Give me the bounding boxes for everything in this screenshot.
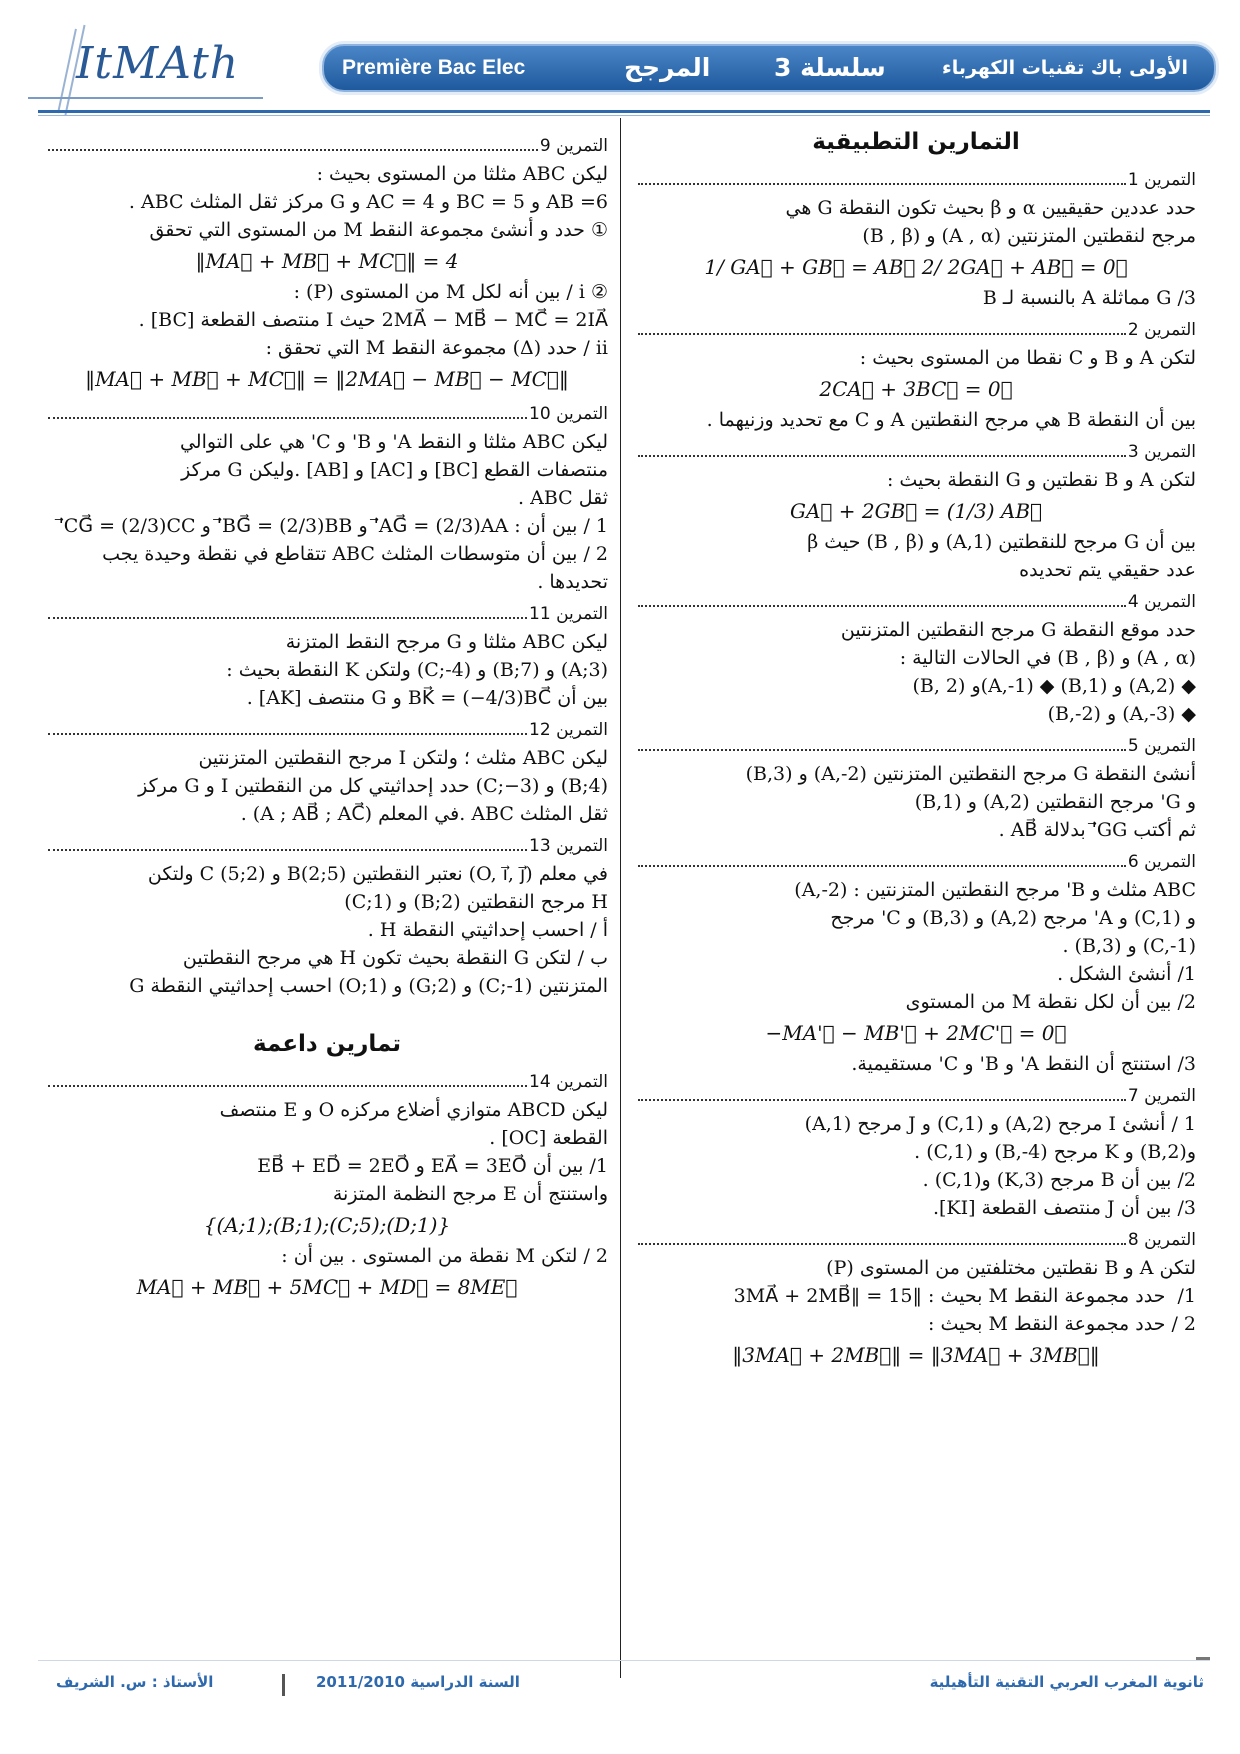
exercise-header: [636, 1082, 1196, 1110]
exercise-title: التمرين 2: [1127, 320, 1196, 340]
dotted-separator: [638, 865, 1126, 867]
exercise-block: [636, 166, 1196, 312]
footer-teacher: الأستاذ : س. الشريف: [56, 1673, 214, 1691]
formula-line: ‖3MA⃗ + 2MB⃗‖ = ‖3MA⃗ + 3MB⃗‖: [732, 1343, 1100, 1367]
text-line: 2/ بين أن B مرجح (K,3) و(C,1) .: [922, 1169, 1196, 1191]
text-line: (B;4) و (C;−3) حدد إحداثيتي كل من النقطتين I و G مركز: [138, 775, 608, 797]
text-line: ب / لتكن G النقطة بحيث تكون H هي مرجح النقطتين: [182, 947, 608, 969]
exercise-header: [46, 1068, 608, 1096]
text-line: أ / احسب إحداثيتي النقطة H .: [367, 919, 608, 941]
exercise-title: التمرين 9: [539, 136, 608, 156]
exercise-block: [636, 316, 1196, 434]
dotted-separator: [48, 1085, 527, 1087]
exercise-block: [636, 438, 1196, 584]
formula-line: GA⃗ + 2GB⃗ = (1/3) AB⃗: [789, 499, 1043, 523]
text-line: H مرجح النقطتين (B;2) و (C;1): [344, 891, 608, 913]
text-line: ثقل ABC .: [518, 487, 608, 509]
text-line: 3/ G مماثلة A بالنسبة لـ B: [982, 287, 1196, 309]
logo-underline: [28, 97, 263, 99]
exercise-header: [636, 316, 1196, 344]
exercise-title: التمرين 10: [529, 404, 608, 424]
dotted-separator: [638, 1099, 1126, 1101]
formula-line: −MA'⃗ − MB'⃗ + 2MC'⃗ = 0⃗: [765, 1021, 1067, 1045]
text-line: القطعة [OC] .: [489, 1127, 608, 1149]
exercise-block: [46, 132, 608, 396]
text-line: (C,-1) و (B,3) .: [1062, 935, 1196, 957]
exercise-title: التمرين 6: [1127, 852, 1196, 872]
formula-line: ‖MA⃗ + MB⃗ + MC⃗‖ = ‖2MA⃗ − MB⃗ − MC⃗‖: [85, 367, 569, 391]
exercise-block: [46, 1068, 608, 1304]
exercise-14: [46, 1068, 608, 1304]
exercise-title: التمرين 5: [1127, 736, 1196, 756]
text-line: (A , α) و (B , β) في الحالات التالية :: [899, 647, 1196, 669]
text-line: ليكن ABC مثلثا من المستوى بحيث :: [316, 163, 608, 185]
dotted-separator: [48, 149, 538, 151]
formula-line: ‖MA⃗ + MB⃗ + MC⃗‖ = 4: [195, 249, 459, 273]
text-line: 1/ بين أن EA⃗ = 3EO⃗ و EB⃗ + ED⃗ = 2EO⃗: [257, 1155, 608, 1177]
text-line: ثقل المثلث ABC .في المعلم (A ; AB⃗ ; AC⃗) .: [240, 803, 608, 825]
footer-separator: [282, 1674, 285, 1696]
banner-topic: المرجح: [624, 53, 711, 82]
logo: [18, 10, 258, 110]
formula-line: 2CA⃗ + 3BC⃗ = 0⃗: [819, 377, 1013, 401]
exercise-title: التمرين 7: [1127, 1086, 1196, 1106]
text-line: حدد موقع النقطة G مرجح النقطتين المتزنتين: [840, 619, 1196, 641]
exercise-title: التمرين 3: [1127, 442, 1196, 462]
dotted-separator: [638, 605, 1126, 607]
corner-mark: [1196, 1657, 1210, 1660]
dotted-separator: [48, 849, 527, 851]
text-line: بين أن G مرجح للنقطتين (A,1) و (B , β) حيث β: [807, 531, 1196, 553]
text-line: 3/ استنتج أن النقط A' و B' و C' مستقيمية.: [851, 1053, 1196, 1075]
exercise-block: [46, 832, 608, 1000]
right-exercises: [636, 166, 1196, 1372]
dotted-separator: [638, 1243, 1126, 1245]
header-rule: [38, 110, 1210, 113]
text-line: بين أن BK⃗ = (−4/3)BC⃗ و G منتصف [AK] .: [246, 687, 608, 709]
exercise-header: [46, 400, 608, 428]
text-line: 1 / بين أن : AG⃗ = (2/3)AA'⃗ و BG⃗ = (2/3)BB'⃗ و CG⃗ = (2/3)CC'⃗: [58, 515, 608, 537]
text-line: و(B,2) و K مرجح (B,-4) و (C,1) .: [914, 1141, 1196, 1163]
text-line: 2 / حدد مجموعة النقط M بحيث :: [928, 1313, 1196, 1335]
exercise-header: [636, 438, 1196, 466]
footer-year: السنة الدراسية 2011/2010: [316, 1673, 520, 1691]
text-line: ② i / بين أنه لكل M من المستوى (P) :: [293, 281, 608, 303]
text-line: 1 / أنشئ I مرجح (A,2) و (C,1) و J مرجح (A,1): [804, 1113, 1196, 1135]
text-line: AB =6 و BC = 5 و AC = 4 و G مركز ثقل المثلث ABC .: [128, 191, 608, 213]
text-line: و (C,1) و A' مرجح (A,2) و (B,3) و C' مرجح: [830, 907, 1196, 929]
exercise-title: التمرين 11: [529, 604, 608, 624]
text-line: 2 / بين أن متوسطات المثلث ABC تتقاطع في نقطة وحيدة يجب تحديدها .: [96, 543, 608, 593]
text-line: 1/ أنشئ الشكل .: [1057, 963, 1196, 985]
dotted-separator: [638, 183, 1126, 185]
text-line: لتكن A و B نقطتين و G النقطة بحيث :: [886, 469, 1196, 491]
text-line: 1/ حدد مجموعة النقط M بحيث : ‖3MA⃗ + 2MB⃗‖ = 15: [733, 1285, 1196, 1307]
text-line: أنشئ النقطة G مرجح النقطتين المتزنتين (A,-2) و (B,3): [745, 763, 1196, 785]
text-line: بين أن النقطة B هي مرجح النقطتين A و C مع تحديد وزنيهما .: [706, 409, 1196, 431]
text-line: ABC مثلث و B' مرجح النقطتين المتزنتين : (A,-2): [794, 879, 1196, 901]
exercise-header: [636, 848, 1196, 876]
dotted-separator: [638, 455, 1126, 457]
text-line: ① حدد و أنشئ مجموعة النقط M من المستوى التي تحقق: [149, 219, 608, 241]
text-line: و G' مرجح النقطتين (A,2) و (B,1): [914, 791, 1196, 813]
footer-rule: [38, 1660, 1210, 1661]
text-line: ليكن ABC مثلثا و النقط A' و B' و C' هي على التوالي: [179, 431, 608, 453]
text-line: ليكن ABCD متوازي أضلاع مركزه O و E منتصف: [219, 1099, 608, 1121]
banner-level: الأولى باك تقنيات الكهرباء: [942, 57, 1188, 79]
exercise-block: [636, 732, 1196, 844]
formula-line: {(A;1);(B;1);(C;5);(D;1)}: [203, 1213, 451, 1237]
text-line: لتكن A و B نقطتين مختلفتين من المستوى (P): [826, 1257, 1196, 1279]
text-line: مرجح لنقطتين المتزنتين (A , α) و (B , β): [862, 225, 1196, 247]
left-column: [46, 128, 608, 1304]
text-line: لتكن A و B و C نقطا من المستوى بحيث :: [859, 347, 1196, 369]
exercise-header: [46, 832, 608, 860]
exercise-block: [636, 588, 1196, 728]
exercise-header: [636, 1226, 1196, 1254]
text-line: منتصفات القطع [BC] و [AC] و [AB] .وليكن G مركز: [181, 459, 608, 481]
text-line: المتزنتين (C;-1) و (G;2) و (O;1) احسب إحداثيتي النقطة G: [129, 975, 608, 997]
exercise-header: [636, 588, 1196, 616]
text-line: في معلم (O, i⃗, j⃗) نعتبر النقطتين B(2;5) و C (5;2) ولتكن: [147, 863, 608, 885]
text-line: ◆ (A,2) و (B,1) ◆ (A,-1)و (B, 2): [912, 675, 1196, 697]
text-line: 2MA⃗ − MB⃗ − MC⃗ = 2IA⃗ حيث I منتصف القطعة [BC] .: [138, 309, 608, 331]
section-title-support: تمارين داعمة: [252, 1031, 402, 1057]
text-line: واستنتج أن E مرجح النظمة المتزنة: [332, 1183, 608, 1205]
exercise-title: التمرين 12: [529, 720, 608, 740]
exercise-block: [636, 1226, 1196, 1372]
title-banner: [322, 44, 1216, 92]
dotted-separator: [638, 749, 1126, 751]
exercise-header: [636, 732, 1196, 760]
dotted-separator: [638, 333, 1126, 335]
dotted-separator: [48, 417, 527, 419]
text-line: عدد حقيقي يتم تحديده: [1019, 559, 1196, 581]
exercise-title: التمرين 8: [1127, 1230, 1196, 1250]
dotted-separator: [48, 617, 527, 619]
dotted-separator: [48, 733, 527, 735]
banner-class-label: Première Bac Elec: [342, 56, 526, 79]
exercise-title: التمرين 14: [529, 1072, 608, 1092]
right-column: [636, 122, 1196, 1372]
exercise-header: [46, 600, 608, 628]
exercise-block: [46, 400, 608, 596]
exercise-header: [636, 166, 1196, 194]
exercise-header: [46, 132, 608, 160]
text-line: 3/ بين أن J منتصف القطعة [KI].: [932, 1197, 1196, 1219]
banner-series: سلسلة 3: [774, 53, 886, 82]
section-title-applied: التمارين التطبيقية: [812, 129, 1020, 155]
column-divider: [620, 118, 621, 1678]
exercise-block: [636, 1082, 1196, 1222]
text-line: ليكن ABC مثلثا و G مرجح النقط المتزنة: [285, 631, 608, 653]
text-line: حدد عددين حقيقيين α و β بحيث تكون النقطة G هي: [785, 197, 1196, 219]
exercise-title: التمرين 4: [1127, 592, 1196, 612]
text-line: ثم أكتب GG'⃗ بدلالة AB⃗ .: [998, 819, 1196, 841]
text-line: ii / حدد (Δ) مجموعة النقط M التي تحقق :: [265, 337, 608, 359]
exercise-block: [46, 600, 608, 712]
text-line: ليكن ABC مثلث ؛ ولتكن I مرجح النقطتين المتزنتين: [198, 747, 608, 769]
exercise-title: التمرين 13: [529, 836, 608, 856]
text-line: (A;3) و (B;7) و (C;-4) ولتكن K النقطة بحيث :: [226, 659, 608, 681]
footer-school: ثانوية المغرب العربي التقنية التأهيلية: [929, 1673, 1204, 1691]
exercise-block: [636, 848, 1196, 1078]
header-rule-thin: [38, 115, 1210, 116]
exercise-title: التمرين 1: [1127, 170, 1196, 190]
exercise-header: [46, 716, 608, 744]
text-line: 2/ بين أن لكل نقطة M من المستوى: [905, 991, 1196, 1013]
formula-line: 1/ GA⃗ + GB⃗ = AB⃗ 2/ 2GA⃗ + AB⃗ = 0⃗: [704, 255, 1128, 279]
left-exercises: [46, 132, 608, 1000]
formula-line: MA⃗ + MB⃗ + 5MC⃗ + MD⃗ = 8ME⃗: [136, 1275, 518, 1299]
text-line: 2 / لتكن M نقطة من المستوى . بين أن :: [281, 1245, 608, 1267]
logo-text: ItMAth: [76, 38, 240, 89]
exercise-block: [46, 716, 608, 828]
text-line: ◆ (A,-3) و (B,-2): [1047, 703, 1196, 725]
